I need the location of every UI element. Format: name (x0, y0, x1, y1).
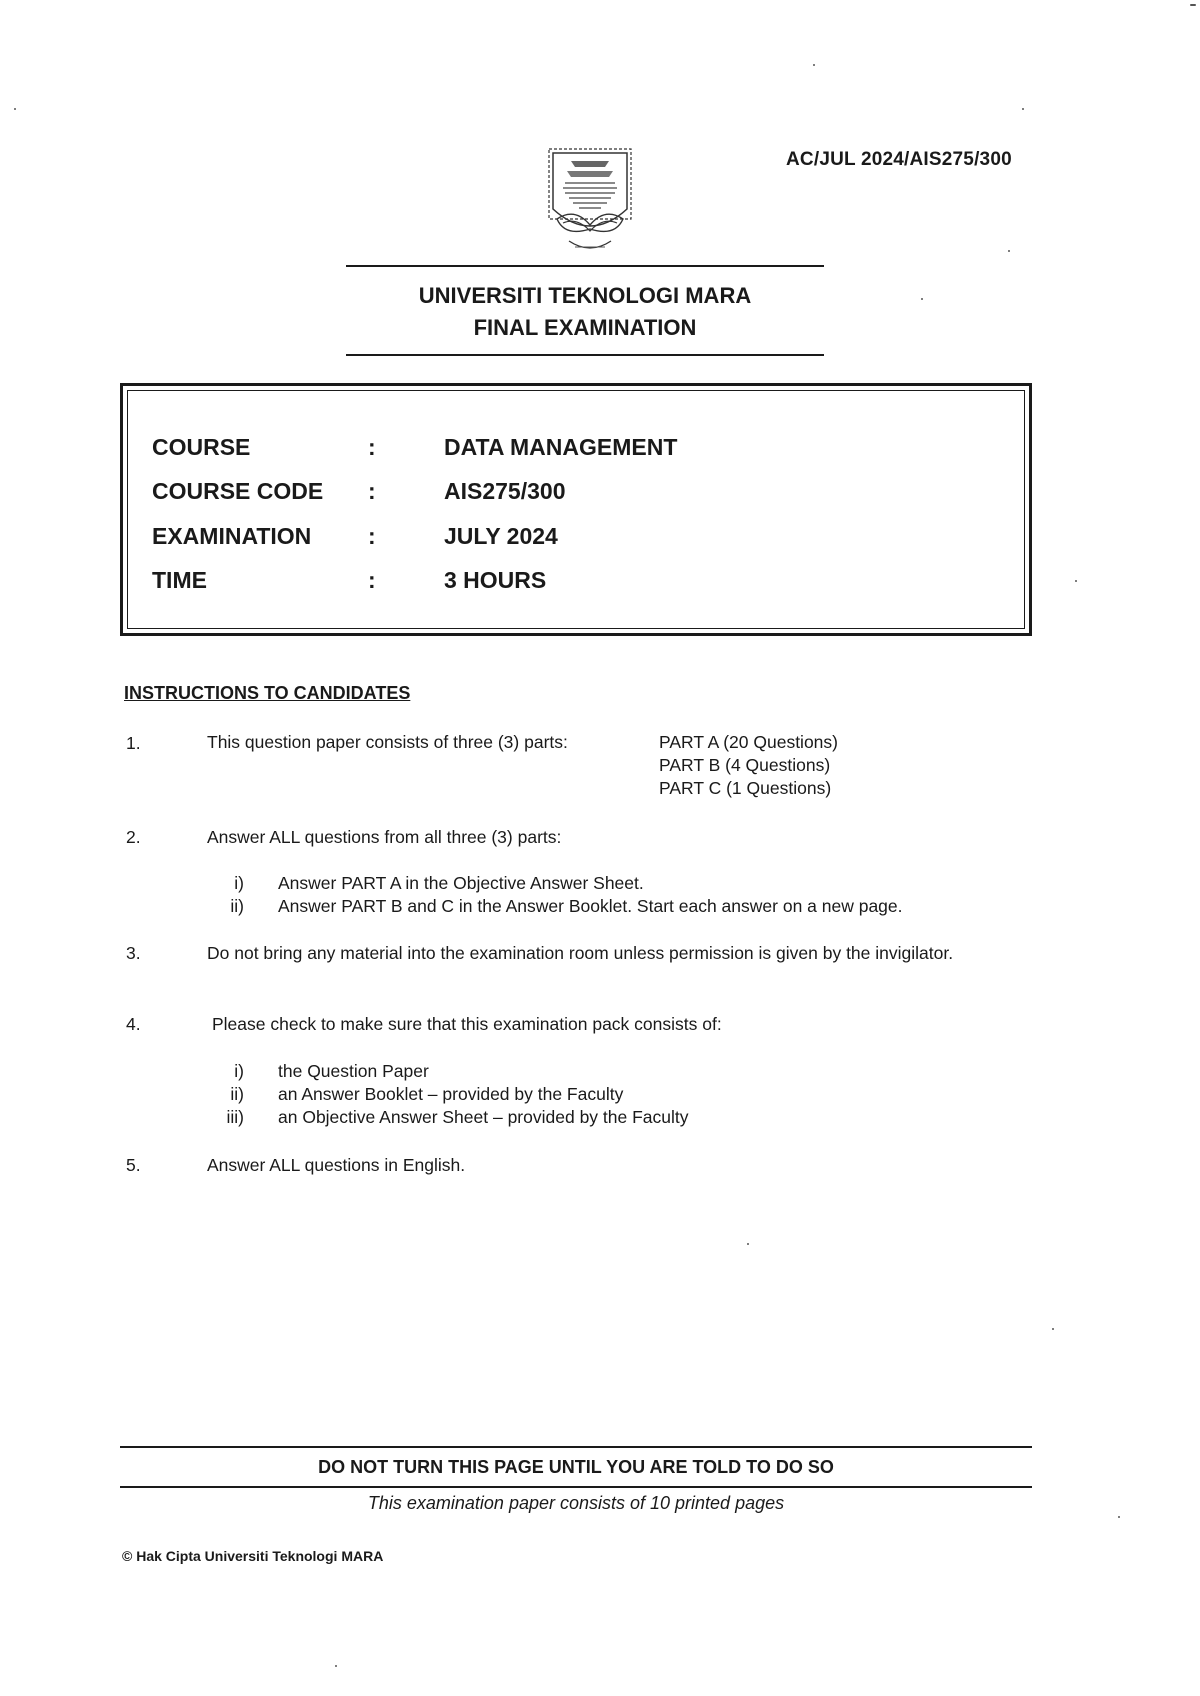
paper-code: AC/JUL 2024/AIS275/300 (786, 149, 1012, 170)
course-code-row (152, 478, 1012, 508)
examination-value: JULY 2024 (444, 523, 558, 549)
sub-item-text: the Question Paper (278, 1061, 429, 1081)
sub-item-text: Answer PART B and C in the Answer Booklet. Start each answer on a new page. (278, 896, 903, 916)
sub-item-marker: ii) (230, 896, 244, 916)
do-not-turn-warning: DO NOT TURN THIS PAGE UNTIL YOU ARE TOLD TO DO SO (318, 1457, 834, 1477)
scan-speck (1190, 4, 1196, 6)
part-b-count: PART B (4 Questions) (659, 755, 831, 775)
instruction-text: Please check to make sure that this examination pack consists of: (212, 1014, 722, 1034)
instruction-text: This question paper consists of three (3) parts: (207, 732, 568, 752)
title-bottom-rule (346, 354, 824, 356)
sub-item-text: Answer PART A in the Objective Answer Sheet. (278, 873, 644, 893)
scan-speck (1022, 108, 1024, 110)
course-row (152, 434, 1012, 464)
part-c-count: PART C (1 Questions) (659, 778, 832, 798)
course-code-value: AIS275/300 (444, 478, 566, 504)
scan-speck (921, 298, 923, 300)
instruction-number: 1. (126, 733, 141, 753)
course-info-box (120, 383, 1032, 636)
scan-speck (813, 64, 815, 66)
sub-item-marker: i) (234, 873, 244, 893)
instruction-number: 2. (126, 827, 141, 847)
time-separator: : (368, 567, 376, 593)
instruction-text: Do not bring any material into the examination room unless permission is given by the invigilator. (207, 943, 954, 963)
exam-type: FINAL EXAMINATION (473, 315, 697, 340)
page-count-note: This examination paper consists of 10 printed pages (367, 1493, 785, 1513)
scan-speck (747, 1243, 749, 1245)
part-a-count: PART A (20 Questions) (659, 732, 838, 752)
examination-row (152, 523, 1012, 553)
examination-separator: : (368, 523, 376, 549)
scan-speck (335, 1665, 337, 1667)
course-value: DATA MANAGEMENT (444, 434, 678, 460)
instruction-number: 3. (126, 943, 141, 963)
scan-speck (1052, 1328, 1054, 1330)
sub-item-marker: i) (234, 1061, 244, 1081)
title-top-rule (346, 265, 824, 267)
instruction-number: 4. (126, 1014, 141, 1034)
course-label: COURSE (152, 434, 251, 460)
scan-speck (14, 108, 16, 110)
scan-speck (1118, 1516, 1120, 1518)
course-separator: : (368, 434, 376, 460)
sub-item-text: an Answer Booklet – provided by the Faculty (278, 1084, 624, 1104)
sub-item-text: an Objective Answer Sheet – provided by the Faculty (278, 1107, 689, 1127)
scan-speck (1075, 580, 1077, 582)
sub-item-marker: iii) (226, 1107, 244, 1127)
course-code-label: COURSE CODE (152, 478, 324, 504)
sub-item-marker: ii) (230, 1084, 244, 1104)
instruction-text: Answer ALL questions from all three (3) parts: (207, 827, 562, 847)
university-crest-icon (545, 147, 635, 259)
time-value: 3 HOURS (444, 567, 547, 593)
footer-top-rule (120, 1446, 1032, 1448)
instruction-text: Answer ALL questions in English. (207, 1155, 466, 1175)
course-code-separator: : (368, 478, 376, 504)
copyright-notice: © Hak Cipta Universiti Teknologi MARA (122, 1548, 384, 1564)
instructions-heading: INSTRUCTIONS TO CANDIDATES (124, 683, 411, 703)
footer-bottom-rule (120, 1486, 1032, 1488)
examination-label: EXAMINATION (152, 523, 312, 549)
time-label: TIME (152, 567, 207, 593)
instruction-number: 5. (126, 1155, 141, 1175)
university-name: UNIVERSITI TEKNOLOGI MARA (418, 283, 752, 308)
time-row (152, 567, 1012, 597)
scan-speck (1008, 250, 1010, 252)
